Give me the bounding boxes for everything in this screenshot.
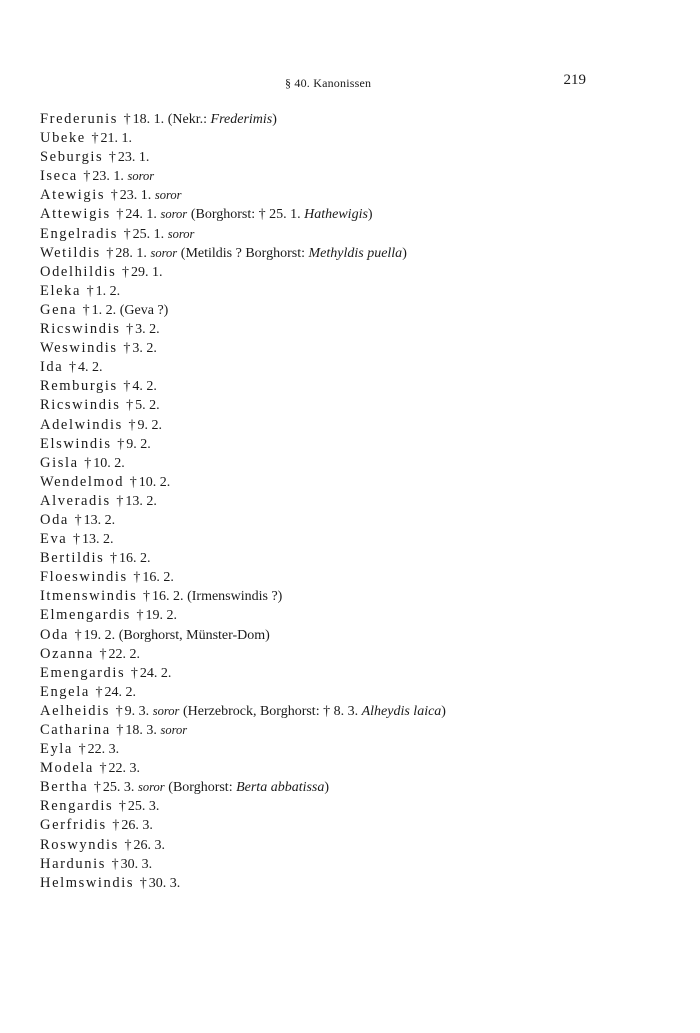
entry-name: Hardunis — [40, 855, 106, 872]
list-item — [40, 702, 640, 721]
list-item — [40, 797, 640, 816]
dagger-symbol: † — [123, 112, 131, 127]
death-date: 4. 2. — [132, 379, 157, 395]
note-text: (Borghorst: † 25. 1. — [190, 207, 305, 223]
dagger-symbol: † — [139, 875, 147, 891]
soror-label: soror — [152, 703, 180, 718]
note-close: ) — [324, 780, 330, 796]
entry-name: Eleka — [40, 282, 82, 299]
death-date: 30. 3. — [148, 875, 181, 891]
entry-name: Catharina — [40, 722, 111, 738]
note-text: (Irmenswindis ?) — [187, 589, 283, 605]
dagger-symbol: † — [126, 322, 134, 338]
list-item — [40, 473, 640, 492]
death-date: 22. 2. — [108, 646, 141, 662]
death-date: 30. 3. — [120, 856, 153, 872]
dagger-symbol: † — [116, 207, 124, 223]
dagger-symbol: † — [68, 360, 76, 376]
entry-name: Eva — [40, 531, 68, 548]
death-date: 13. 2. — [83, 512, 116, 528]
entry-name: Rengardis — [40, 798, 114, 815]
death-date: 24. 1. — [125, 207, 157, 223]
death-date: 3. 2. — [135, 322, 160, 338]
death-date: 16. 2. — [151, 589, 184, 605]
note-italic-name: Hathewigis — [304, 207, 368, 223]
entry-note — [181, 246, 407, 261]
list-item — [40, 683, 640, 702]
entry-name: Oda — [40, 511, 69, 528]
entry-name: Helmswindis — [40, 874, 135, 891]
section-title: § 40. Kanonissen — [285, 76, 372, 90]
death-date: 26. 3. — [133, 837, 165, 853]
list-item — [40, 740, 640, 759]
entry-name: Aelheidis — [40, 702, 110, 719]
dagger-symbol: † — [99, 646, 107, 662]
entry-name: Adelwindis — [40, 416, 123, 433]
death-date: 4. 2. — [77, 360, 103, 376]
entry-note — [120, 303, 169, 318]
entry-name: Ricswindis — [40, 321, 121, 338]
entry-name: Floeswindis — [40, 569, 128, 586]
list-item — [40, 225, 640, 244]
death-date: 21. 1. — [100, 131, 132, 147]
death-date: 19. 2. — [83, 627, 116, 643]
list-item — [40, 778, 640, 797]
running-header — [40, 72, 600, 96]
dagger-symbol: † — [78, 742, 86, 758]
list-item — [40, 664, 640, 683]
death-date: 23. 1. — [119, 188, 152, 204]
dagger-symbol: † — [111, 856, 119, 872]
entry-name: Bertha — [40, 779, 89, 796]
death-date: 9. 3. — [124, 703, 150, 719]
death-date: 5. 2. — [135, 398, 160, 414]
entry-name: Gena — [40, 301, 77, 318]
dagger-symbol: † — [116, 723, 124, 738]
dagger-symbol: † — [129, 474, 137, 490]
note-italic-name: Berta abbatissa — [236, 780, 325, 796]
list-item — [40, 454, 640, 473]
entry-name: Wendelmod — [40, 473, 125, 490]
death-date: 29. 1. — [131, 264, 163, 280]
dagger-symbol: † — [126, 398, 134, 414]
note-italic-name: Frederimis — [210, 112, 273, 127]
dagger-symbol: † — [122, 264, 130, 280]
note-text: (Borghorst: — [168, 780, 237, 796]
entry-name: Oda — [40, 626, 69, 643]
entry-name: Elmengardis — [40, 607, 131, 624]
death-date: 19. 2. — [145, 608, 178, 624]
note-text: (Geva ?) — [119, 302, 169, 318]
death-date: 13. 2. — [81, 532, 114, 548]
list-item — [40, 416, 640, 435]
dagger-symbol: † — [142, 589, 150, 605]
entry-name: Ricswindis — [40, 397, 121, 414]
entry-name: Engela — [40, 683, 90, 700]
death-date: 1. 2. — [91, 302, 117, 318]
list-item — [40, 587, 640, 606]
entry-name: Bertildis — [40, 550, 105, 567]
entry-name: Remburgis — [40, 378, 118, 395]
death-date: 3. 2. — [132, 341, 157, 357]
dagger-symbol: † — [136, 608, 144, 624]
list-item — [40, 435, 640, 454]
entry-name: Roswyndis — [40, 836, 119, 853]
list-item — [40, 874, 640, 893]
list-item — [40, 568, 640, 587]
dagger-symbol: † — [110, 188, 118, 204]
death-date: 23. 1. — [117, 150, 150, 166]
list-item — [40, 511, 640, 530]
entry-note — [168, 112, 277, 127]
soror-label: soror — [154, 188, 182, 203]
dagger-symbol: † — [123, 379, 131, 395]
dagger-symbol: † — [74, 627, 82, 643]
entry-name: Modela — [40, 760, 94, 777]
death-date: 9. 2. — [126, 436, 151, 452]
note-close: ) — [272, 112, 277, 127]
dagger-symbol: † — [86, 283, 94, 299]
list-item — [40, 358, 640, 377]
dagger-symbol: † — [83, 169, 91, 185]
entry-note — [191, 207, 373, 222]
list-item — [40, 244, 640, 263]
dagger-symbol: † — [109, 551, 117, 567]
entry-name: Itmenswindis — [40, 588, 138, 605]
canoness-list — [40, 110, 640, 893]
death-date: 24. 2. — [104, 684, 136, 700]
death-date: 9. 2. — [137, 417, 162, 433]
dagger-symbol: † — [118, 799, 126, 815]
note-text: (Metildis ? Borghorst: — [180, 245, 309, 261]
death-date: 13. 2. — [125, 493, 157, 509]
death-date: 25. 1. — [132, 226, 165, 242]
note-close: ) — [441, 703, 446, 719]
list-item — [40, 148, 640, 167]
list-item — [40, 129, 640, 148]
dagger-symbol: † — [84, 455, 92, 471]
list-item — [40, 301, 640, 320]
list-item — [40, 282, 640, 301]
entry-name: Weswindis — [40, 340, 118, 357]
dagger-symbol: † — [72, 532, 80, 548]
dagger-symbol: † — [91, 131, 99, 147]
note-text: (Herzebrock, Borghorst: † 8. 3. — [183, 703, 362, 719]
list-item — [40, 492, 640, 511]
dagger-symbol: † — [93, 780, 101, 796]
entry-note — [168, 780, 329, 795]
dagger-symbol: † — [106, 245, 114, 261]
entry-name: Ida — [40, 359, 64, 376]
death-date: 16. 2. — [118, 551, 151, 567]
dagger-symbol: † — [112, 818, 120, 834]
soror-label: soror — [167, 226, 195, 241]
list-item — [40, 110, 640, 129]
death-date: 18. 1. — [132, 112, 165, 127]
death-date: 23. 1. — [92, 169, 124, 185]
list-item — [40, 339, 640, 358]
soror-label: soror — [127, 169, 155, 184]
list-item — [40, 645, 640, 664]
entry-name: Alveradis — [40, 492, 111, 509]
entry-name: Engelradis — [40, 225, 119, 242]
dagger-symbol: † — [74, 512, 82, 528]
note-close: ) — [402, 245, 407, 261]
entry-name: Attewigis — [40, 206, 111, 223]
entry-name: Ubeke — [40, 130, 86, 147]
entry-name: Elswindis — [40, 435, 112, 452]
list-item — [40, 530, 640, 549]
dagger-symbol: † — [115, 703, 123, 719]
list-item — [40, 320, 640, 339]
soror-label: soror — [160, 207, 188, 222]
list-item — [40, 721, 640, 740]
note-italic-name: Alheydis laica — [361, 703, 442, 719]
death-date: 18. 3. — [125, 723, 157, 738]
soror-label: soror — [160, 723, 188, 737]
dagger-symbol: † — [108, 150, 116, 166]
list-item — [40, 855, 640, 874]
note-close: ) — [367, 207, 373, 223]
death-date: 24. 2. — [139, 665, 172, 681]
death-date: 10. 2. — [138, 474, 171, 490]
dagger-symbol: † — [99, 761, 107, 777]
death-date: 22. 3. — [87, 742, 120, 758]
entry-note — [183, 704, 446, 719]
dagger-symbol: † — [117, 436, 125, 452]
dagger-symbol: † — [82, 302, 90, 318]
list-item — [40, 816, 640, 835]
note-italic-name: Methyldis puella — [308, 245, 403, 261]
dagger-symbol: † — [133, 570, 141, 586]
dagger-symbol: † — [123, 226, 131, 242]
list-item — [40, 606, 640, 625]
list-item — [40, 205, 640, 224]
list-item — [40, 396, 640, 415]
death-date: 10. 2. — [93, 455, 125, 471]
death-date: 22. 3. — [108, 761, 141, 777]
entry-name: Emengardis — [40, 664, 126, 681]
list-item — [40, 186, 640, 205]
death-date: 26. 3. — [121, 818, 153, 834]
death-date: 25. 3. — [102, 780, 135, 796]
soror-label: soror — [150, 245, 178, 260]
entry-name: Iseca — [40, 168, 78, 185]
entry-name: Odelhildis — [40, 263, 117, 280]
list-item — [40, 377, 640, 396]
entry-name: Seburgis — [40, 149, 104, 166]
entry-name: Atewigis — [40, 187, 106, 204]
list-item — [40, 167, 640, 186]
death-date: 1. 2. — [95, 283, 121, 299]
dagger-symbol: † — [116, 493, 124, 509]
list-item — [40, 549, 640, 568]
entry-note — [119, 628, 270, 643]
entry-note — [187, 589, 282, 604]
death-date: 28. 1. — [115, 245, 147, 261]
entry-name: Gerfridis — [40, 817, 107, 834]
dagger-symbol: † — [128, 417, 136, 433]
death-date: 25. 3. — [127, 799, 160, 815]
list-item — [40, 759, 640, 778]
list-item — [40, 836, 640, 855]
entry-name: Gisla — [40, 454, 79, 471]
entry-name: Frederunis — [40, 111, 119, 127]
entry-name: Wetildis — [40, 244, 101, 261]
entry-name: Eyla — [40, 741, 73, 758]
entry-name: Ozanna — [40, 645, 94, 662]
list-item — [40, 263, 640, 282]
dagger-symbol: † — [130, 665, 138, 681]
note-text: (Borghorst, Münster-Dom) — [118, 627, 270, 643]
dagger-symbol: † — [123, 341, 131, 357]
dagger-symbol: † — [95, 684, 103, 700]
page-number: 219 — [563, 72, 586, 88]
dagger-symbol: † — [124, 837, 132, 853]
list-item — [40, 626, 640, 645]
death-date: 16. 2. — [142, 570, 174, 586]
soror-label: soror — [138, 780, 165, 795]
note-text: (Nekr.: — [167, 112, 211, 127]
